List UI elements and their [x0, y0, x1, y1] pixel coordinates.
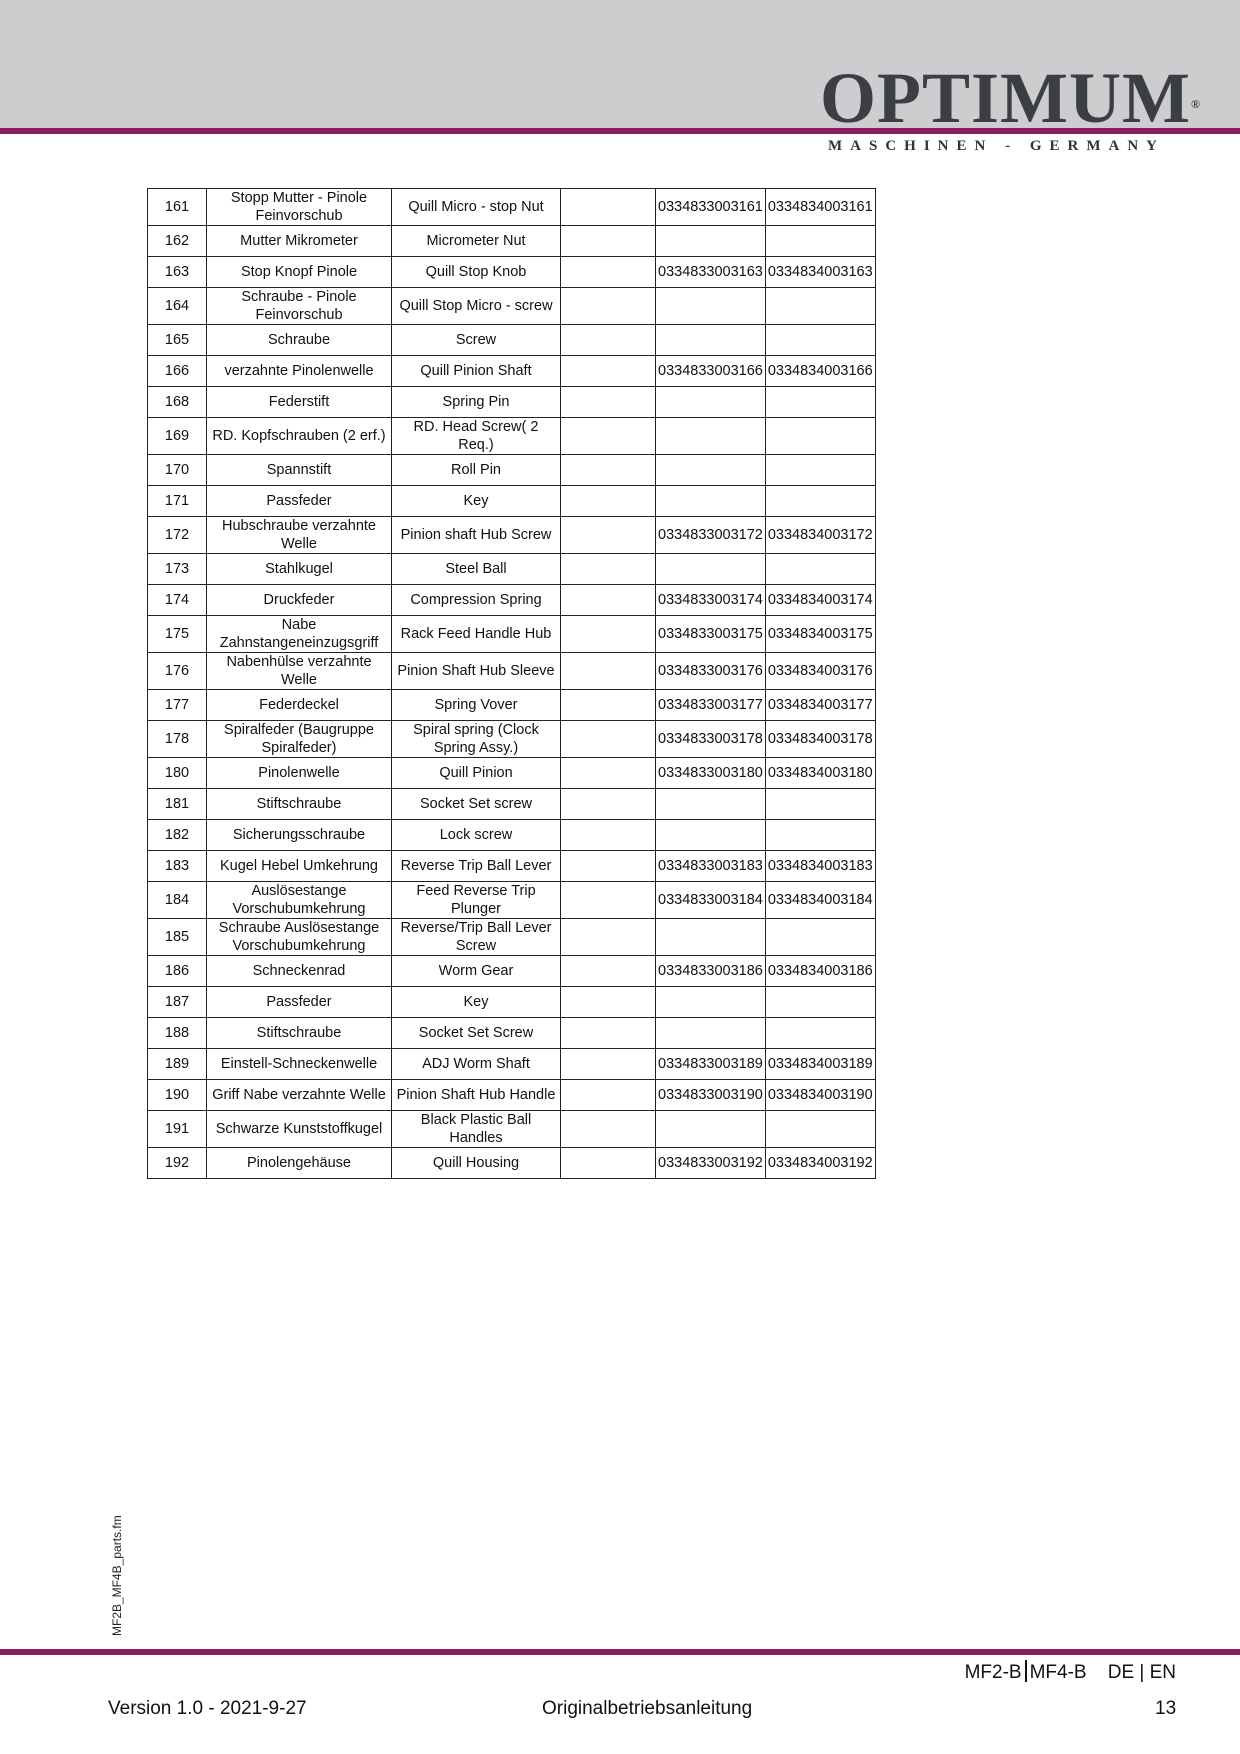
part-extra: [561, 418, 656, 455]
table-row: [148, 820, 876, 851]
part-code-mf4: [765, 387, 875, 418]
part-number: 191: [148, 1111, 207, 1148]
part-name-de: Stiftschraube: [207, 1018, 392, 1049]
part-name-en: Pinion shaft Hub Screw: [392, 517, 561, 554]
part-code-mf4: 0334834003166: [765, 356, 875, 387]
part-extra: [561, 1018, 656, 1049]
footer-version: Version 1.0 - 2021-9-27: [108, 1698, 307, 1719]
part-name-de: Passfeder: [207, 987, 392, 1018]
page-number: 13: [1155, 1698, 1177, 1719]
part-name-de: Griff Nabe verzahnte Welle: [207, 1080, 392, 1111]
part-extra: [561, 987, 656, 1018]
part-name-en: Steel Ball: [392, 554, 561, 585]
part-code-mf2: 0334833003163: [656, 257, 766, 288]
table-row: [148, 189, 876, 226]
part-name-de: Schraube Auslösestange Vorschubumkehrung: [207, 919, 392, 956]
part-extra: [561, 1148, 656, 1179]
part-name-de: Schwarze Kunststoffkugel: [207, 1111, 392, 1148]
model-b: MF4-B: [1029, 1662, 1087, 1683]
table-row: [148, 690, 876, 721]
part-name-en: Quill Micro - stop Nut: [392, 189, 561, 226]
part-name-de: Pinolengehäuse: [207, 1148, 392, 1179]
table-row: [148, 387, 876, 418]
part-extra: [561, 758, 656, 789]
part-code-mf4: [765, 418, 875, 455]
part-code-mf2: [656, 987, 766, 1018]
part-code-mf4: [765, 288, 875, 325]
part-name-en: Pinion Shaft Hub Sleeve: [392, 653, 561, 690]
part-name-de: Spannstift: [207, 455, 392, 486]
table-row: [148, 758, 876, 789]
part-name-de: Spiralfeder (Baugruppe Spiralfeder): [207, 721, 392, 758]
parts-table-body: [148, 189, 876, 1179]
part-name-de: Stop Knopf Pinole: [207, 257, 392, 288]
part-code-mf2: 0334833003190: [656, 1080, 766, 1111]
part-name-de: Federstift: [207, 387, 392, 418]
part-extra: [561, 1080, 656, 1111]
part-name-en: Spring Pin: [392, 387, 561, 418]
table-row: [148, 554, 876, 585]
model-separator: [1025, 1660, 1027, 1682]
table-row: [148, 616, 876, 653]
part-name-en: Quill Stop Knob: [392, 257, 561, 288]
part-code-mf2: 0334833003183: [656, 851, 766, 882]
part-code-mf2: 0334833003161: [656, 189, 766, 226]
part-name-en: Feed Reverse Trip Plunger: [392, 882, 561, 919]
part-name-en: Reverse Trip Ball Lever: [392, 851, 561, 882]
part-number: 184: [148, 882, 207, 919]
part-code-mf4: 0334834003174: [765, 585, 875, 616]
part-code-mf2: [656, 789, 766, 820]
part-name-de: Auslösestange Vorschubumkehrung: [207, 882, 392, 919]
part-code-mf2: [656, 919, 766, 956]
part-code-mf2: 0334833003177: [656, 690, 766, 721]
part-name-de: Kugel Hebel Umkehrung: [207, 851, 392, 882]
part-extra: [561, 554, 656, 585]
part-extra: [561, 851, 656, 882]
part-code-mf2: [656, 1018, 766, 1049]
part-code-mf2: [656, 486, 766, 517]
part-name-de: Pinolenwelle: [207, 758, 392, 789]
part-code-mf2: [656, 226, 766, 257]
part-code-mf2: [656, 820, 766, 851]
part-extra: [561, 585, 656, 616]
part-number: 162: [148, 226, 207, 257]
part-code-mf4: [765, 987, 875, 1018]
part-code-mf2: [656, 554, 766, 585]
part-name-en: Quill Pinion: [392, 758, 561, 789]
part-number: 188: [148, 1018, 207, 1049]
part-code-mf4: [765, 325, 875, 356]
part-name-de: Nabe Zahnstangeneinzugsgriff: [207, 616, 392, 653]
registered-mark: ®: [1190, 97, 1201, 111]
part-name-de: verzahnte Pinolenwelle: [207, 356, 392, 387]
part-number: 177: [148, 690, 207, 721]
part-code-mf2: 0334833003189: [656, 1049, 766, 1080]
part-code-mf2: 0334833003180: [656, 758, 766, 789]
part-name-en: Socket Set Screw: [392, 1018, 561, 1049]
part-name-de: Mutter Mikrometer: [207, 226, 392, 257]
table-row: [148, 418, 876, 455]
table-row: [148, 919, 876, 956]
part-code-mf4: 0334834003178: [765, 721, 875, 758]
part-number: 187: [148, 987, 207, 1018]
parts-table: [147, 188, 876, 1179]
part-code-mf4: [765, 1018, 875, 1049]
part-code-mf2: [656, 455, 766, 486]
brand-logo: [820, 58, 1201, 162]
part-extra: [561, 956, 656, 987]
part-name-en: RD. Head Screw( 2 Req.): [392, 418, 561, 455]
table-row: [148, 789, 876, 820]
part-number: 163: [148, 257, 207, 288]
part-extra: [561, 325, 656, 356]
table-row: [148, 486, 876, 517]
part-code-mf2: [656, 325, 766, 356]
table-row: [148, 325, 876, 356]
part-number: 192: [148, 1148, 207, 1179]
part-name-de: Schraube: [207, 325, 392, 356]
part-code-mf2: 0334833003178: [656, 721, 766, 758]
part-name-en: Socket Set screw: [392, 789, 561, 820]
part-code-mf4: 0334834003175: [765, 616, 875, 653]
part-name-en: Quill Pinion Shaft: [392, 356, 561, 387]
part-code-mf2: 0334833003172: [656, 517, 766, 554]
part-name-en: Compression Spring: [392, 585, 561, 616]
part-extra: [561, 455, 656, 486]
part-name-en: Key: [392, 486, 561, 517]
part-code-mf2: 0334833003175: [656, 616, 766, 653]
table-row: [148, 1018, 876, 1049]
table-row: [148, 226, 876, 257]
part-name-en: Rack Feed Handle Hub: [392, 616, 561, 653]
part-name-de: Schneckenrad: [207, 956, 392, 987]
part-code-mf2: 0334833003192: [656, 1148, 766, 1179]
part-code-mf2: 0334833003166: [656, 356, 766, 387]
table-row: [148, 956, 876, 987]
part-name-en: Reverse/Trip Ball Lever Screw: [392, 919, 561, 956]
part-number: 168: [148, 387, 207, 418]
part-name-en: Key: [392, 987, 561, 1018]
part-code-mf2: 0334833003176: [656, 653, 766, 690]
table-row: [148, 257, 876, 288]
part-code-mf4: 0334834003190: [765, 1080, 875, 1111]
part-number: 178: [148, 721, 207, 758]
part-code-mf4: [765, 1111, 875, 1148]
part-name-de: Passfeder: [207, 486, 392, 517]
part-code-mf4: 0334834003163: [765, 257, 875, 288]
table-row: [148, 851, 876, 882]
part-code-mf4: 0334834003184: [765, 882, 875, 919]
model-a: MF2-B: [964, 1662, 1022, 1683]
part-name-en: Quill Stop Micro - screw: [392, 288, 561, 325]
table-row: [148, 1080, 876, 1111]
table-row: [148, 1049, 876, 1080]
part-name-de: Stiftschraube: [207, 789, 392, 820]
part-name-de: Schraube - Pinole Feinvorschub: [207, 288, 392, 325]
part-number: 180: [148, 758, 207, 789]
part-name-de: Einstell-Schneckenwelle: [207, 1049, 392, 1080]
brand-tagline: MASCHINEN - GERMANY: [828, 138, 1165, 154]
part-name-de: Stahlkugel: [207, 554, 392, 585]
part-extra: [561, 789, 656, 820]
part-number: 173: [148, 554, 207, 585]
part-code-mf4: 0334834003192: [765, 1148, 875, 1179]
part-code-mf2: [656, 288, 766, 325]
part-code-mf4: 0334834003161: [765, 189, 875, 226]
footer-rule: [0, 1649, 1240, 1655]
table-row: [148, 455, 876, 486]
footer-model: [965, 1660, 1176, 1684]
part-code-mf4: 0334834003183: [765, 851, 875, 882]
part-name-de: Hubschraube verzahnte Welle: [207, 517, 392, 554]
part-number: 169: [148, 418, 207, 455]
part-number: 172: [148, 517, 207, 554]
part-code-mf4: [765, 919, 875, 956]
part-extra: [561, 690, 656, 721]
part-extra: [561, 257, 656, 288]
brand-name: OPTIMUM: [820, 58, 1191, 138]
part-code-mf2: 0334833003174: [656, 585, 766, 616]
part-name-en: Spring Vover: [392, 690, 561, 721]
part-name-de: RD. Kopfschrauben (2 erf.): [207, 418, 392, 455]
table-row: [148, 517, 876, 554]
part-number: 165: [148, 325, 207, 356]
part-name-en: Spiral spring (Clock Spring Assy.): [392, 721, 561, 758]
part-code-mf2: [656, 387, 766, 418]
part-number: 181: [148, 789, 207, 820]
part-extra: [561, 356, 656, 387]
part-extra: [561, 919, 656, 956]
part-name-de: Federdeckel: [207, 690, 392, 721]
table-row: [148, 1148, 876, 1179]
part-code-mf4: 0334834003189: [765, 1049, 875, 1080]
part-extra: [561, 387, 656, 418]
part-number: 185: [148, 919, 207, 956]
footer-languages: DE | EN: [1107, 1662, 1176, 1683]
part-name-en: Black Plastic Ball Handles: [392, 1111, 561, 1148]
part-number: 164: [148, 288, 207, 325]
part-number: 170: [148, 455, 207, 486]
part-code-mf4: 0334834003176: [765, 653, 875, 690]
part-code-mf4: [765, 486, 875, 517]
part-number: 182: [148, 820, 207, 851]
part-name-en: Roll Pin: [392, 455, 561, 486]
part-extra: [561, 616, 656, 653]
part-extra: [561, 288, 656, 325]
table-row: [148, 356, 876, 387]
part-name-en: Micrometer Nut: [392, 226, 561, 257]
part-extra: [561, 517, 656, 554]
part-number: 190: [148, 1080, 207, 1111]
part-code-mf4: 0334834003180: [765, 758, 875, 789]
sidebar-filename: MF2B_MF4B_parts.fm: [110, 1515, 124, 1636]
part-code-mf4: [765, 820, 875, 851]
part-extra: [561, 653, 656, 690]
part-name-en: Pinion Shaft Hub Handle: [392, 1080, 561, 1111]
part-name-de: Sicherungsschraube: [207, 820, 392, 851]
table-row: [148, 288, 876, 325]
part-code-mf2: 0334833003186: [656, 956, 766, 987]
part-extra: [561, 486, 656, 517]
footer-doc-title: Originalbetriebsanleitung: [542, 1698, 753, 1719]
part-name-de: Druckfeder: [207, 585, 392, 616]
part-code-mf4: [765, 789, 875, 820]
part-name-de: Nabenhülse verzahnte Welle: [207, 653, 392, 690]
part-number: 176: [148, 653, 207, 690]
part-number: 183: [148, 851, 207, 882]
part-number: 161: [148, 189, 207, 226]
part-name-en: Lock screw: [392, 820, 561, 851]
part-name-en: Screw: [392, 325, 561, 356]
part-code-mf4: [765, 554, 875, 585]
part-code-mf4: 0334834003186: [765, 956, 875, 987]
part-extra: [561, 226, 656, 257]
part-code-mf4: [765, 455, 875, 486]
part-code-mf4: 0334834003172: [765, 517, 875, 554]
part-code-mf2: 0334833003184: [656, 882, 766, 919]
part-name-en: Worm Gear: [392, 956, 561, 987]
table-row: [148, 585, 876, 616]
part-name-en: ADJ Worm Shaft: [392, 1049, 561, 1080]
table-row: [148, 1111, 876, 1148]
part-number: 174: [148, 585, 207, 616]
part-number: 186: [148, 956, 207, 987]
part-extra: [561, 820, 656, 851]
table-row: [148, 882, 876, 919]
part-number: 189: [148, 1049, 207, 1080]
part-number: 171: [148, 486, 207, 517]
part-number: 175: [148, 616, 207, 653]
part-code-mf4: 0334834003177: [765, 690, 875, 721]
part-name-en: Quill Housing: [392, 1148, 561, 1179]
part-code-mf4: [765, 226, 875, 257]
part-extra: [561, 1111, 656, 1148]
part-name-de: Stopp Mutter - Pinole Feinvorschub: [207, 189, 392, 226]
part-number: 166: [148, 356, 207, 387]
part-extra: [561, 189, 656, 226]
table-row: [148, 721, 876, 758]
part-code-mf2: [656, 1111, 766, 1148]
part-code-mf2: [656, 418, 766, 455]
table-row: [148, 987, 876, 1018]
part-extra: [561, 882, 656, 919]
part-extra: [561, 721, 656, 758]
table-row: [148, 653, 876, 690]
part-extra: [561, 1049, 656, 1080]
